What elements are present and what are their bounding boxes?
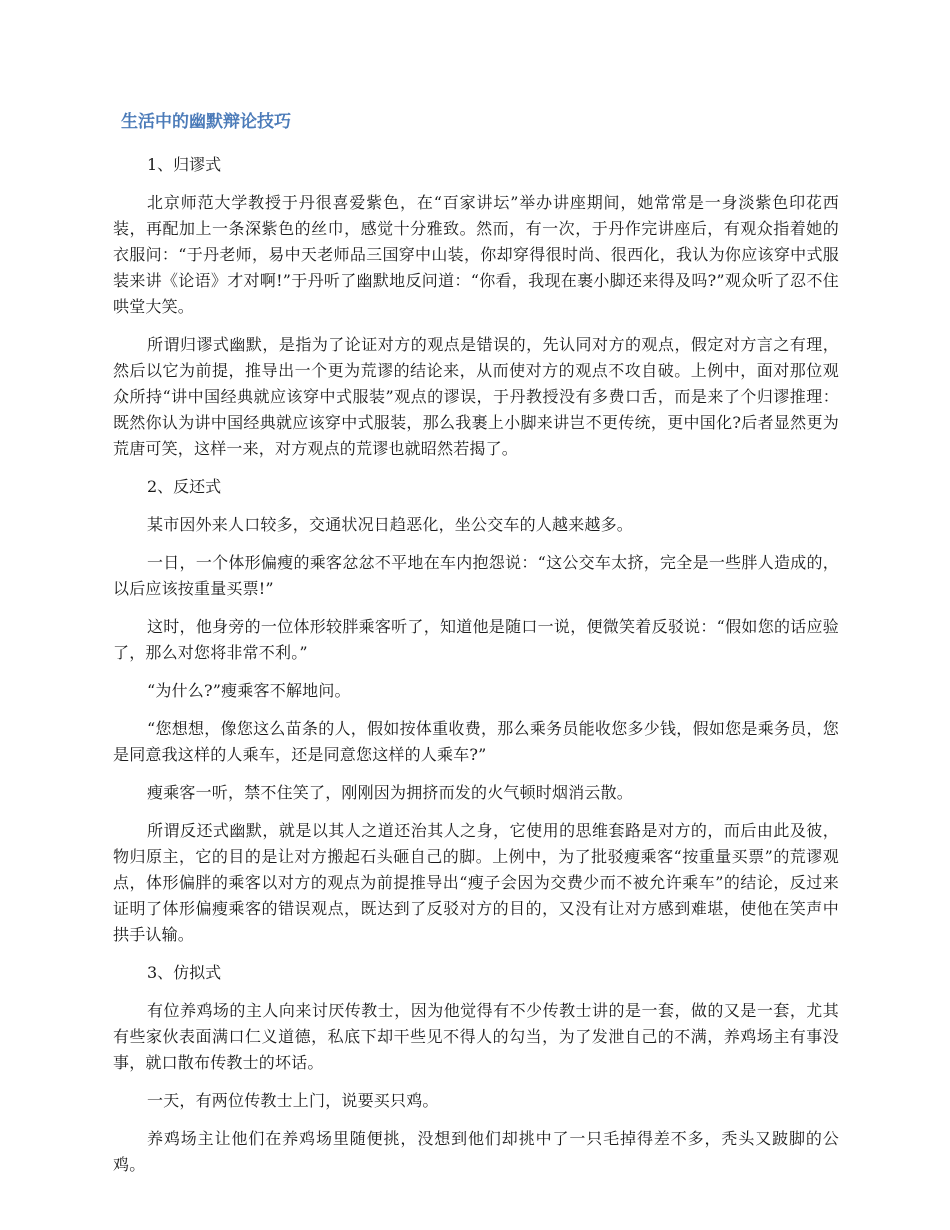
paragraph: 养鸡场主让他们在养鸡场里随便挑，没想到他们却挑中了一只毛掉得差不多，秃头又跛脚的公鸡。 xyxy=(113,1129,839,1174)
paragraph: 这时，他身旁的一位体形较胖乘客听了，知道他是随口一说，便微笑着反驳说：“假如您的话应验了，那么对您将非常不利。” xyxy=(113,617,839,662)
document-title: 生活中的幽默辩论技巧 xyxy=(121,112,291,132)
paragraph: 某市因外来人口较多，交通状况日趋恶化，坐公交车的人越来越多。 xyxy=(147,515,634,534)
section-heading: 3、仿拟式 xyxy=(147,963,222,982)
section-heading: 1、归谬式 xyxy=(147,155,222,174)
paragraph: 北京师范大学教授于丹很喜爱紫色，在“百家讲坛”举办讲座期间，她常常是一身淡紫色印花西装，再配加上一条深紫色的丝巾，感觉十分雅致。然而，有一次，于丹作完讲座后，有观众指着她的衣服问：“于丹老师，易中天老师品三国穿中山装，你却穿得很时尚、很西化，我认为你应该穿中式服装来讲《论语》才对啊!”于丹听了幽默地反问道：“你看，我现在裹小脚还来得及吗?”观众听了忍不住哄堂大笑。 xyxy=(113,193,839,316)
paragraph: “您想想，像您这么苗条的人，假如按体重收费，那么乘务员能收您多少钱，假如您是乘务员，您是同意我这样的人乘车，还是同意您这样的人乘车?” xyxy=(113,719,839,764)
paragraph: 所谓反还式幽默，就是以其人之道还治其人之身，它使用的思维套路是对方的，而后由此及彼，物归原主，它的目的是让对方搬起石头砸自己的脚。上例中，为了批驳瘦乘客“按重量买票”的荒谬观点，体形偏胖的乘客以对方的观点为前提推导出“瘦子会因为交费少而不被允许乘车”的结论，反过来证明了体形偏瘦乘客的错误观点，既达到了反驳对方的目的，又没有让对方感到难堪，使他在笑声中拱手认输。 xyxy=(113,821,839,944)
paragraph: 一天，有两位传教士上门，说要买只鸡。 xyxy=(147,1091,439,1110)
document-body xyxy=(113,152,839,1178)
paragraph: 所谓归谬式幽默，是指为了论证对方的观点是错误的，先认同对方的观点，假定对方言之有理，然后以它为前提，推导出一个更为荒谬的结论来，从而使对方的观点不攻自破。上例中，面对那位观众所持“讲中国经典就应该穿中式服装”观点的谬误，于丹教授没有多费口舌，而是来了个归谬推理：既然你认为讲中国经典就应该穿中式服装，那么我裹上小脚来讲岂不更传统，更中国化?后者显然更为荒唐可笑，这样一来，对方观点的荒谬也就昭然若揭了。 xyxy=(113,335,839,458)
section-heading: 2、反还式 xyxy=(147,477,222,496)
paragraph: 一日，一个体形偏瘦的乘客忿忿不平地在车内抱怨说：“这公交车太挤，完全是一些胖人造成的，以后应该按重量买票!” xyxy=(113,553,839,598)
paragraph: 瘦乘客一听，禁不住笑了，刚刚因为拥挤而发的火气顿时烟消云散。 xyxy=(147,783,634,802)
paragraph: 有位养鸡场的主人向来讨厌传教士，因为他觉得有不少传教士讲的是一套，做的又是一套，尤其有些家伙表面满口仁义道德，私底下却干些见不得人的勾当，为了发泄自己的不满，养鸡场主有事没事，就口散布传教士的坏话。 xyxy=(113,1001,839,1072)
paragraph: “为什么?”瘦乘客不解地问。 xyxy=(147,681,351,700)
document-page xyxy=(113,108,839,1190)
